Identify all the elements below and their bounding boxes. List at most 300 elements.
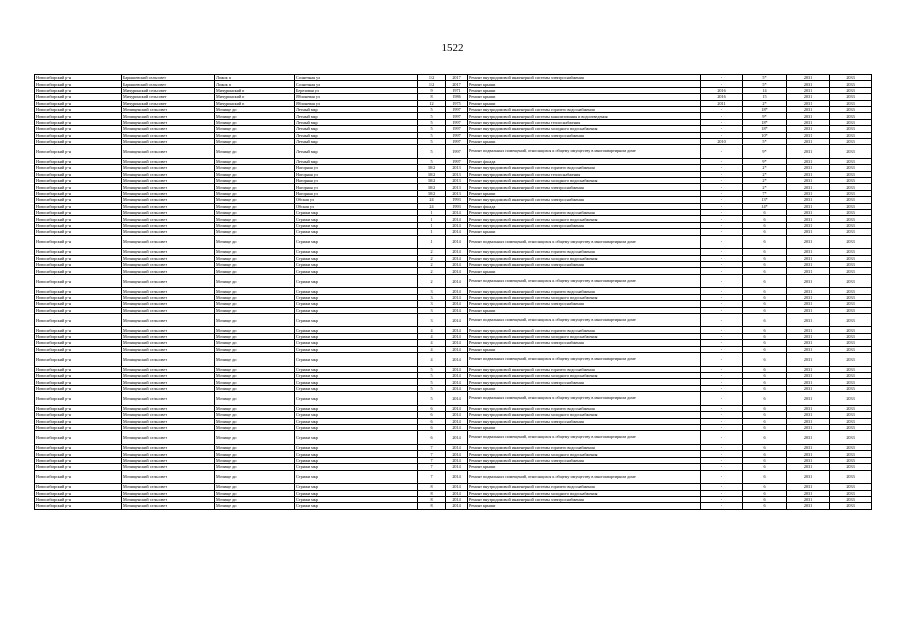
cell-district: Новосибирский р-н xyxy=(35,171,122,177)
cell-last-repair-year: - xyxy=(701,490,743,496)
cell-plan-end-year: 2033 xyxy=(830,288,872,294)
cell-house-number: 6 xyxy=(418,431,446,445)
cell-locality: Мочище дп xyxy=(215,184,295,190)
cell-street: Нагорная ул xyxy=(295,165,418,171)
cell-service-life: 6 xyxy=(743,327,787,333)
cell-plan-end-year: 2033 xyxy=(830,190,872,196)
cell-house-number: 5 xyxy=(418,385,446,391)
cell-street: Стрижи мкр xyxy=(295,210,418,216)
cell-work-type: Ремонт внутридомовой инженерной системы теплоснабжения xyxy=(468,171,701,177)
cell-plan-end-year: 2033 xyxy=(830,333,872,339)
cell-last-repair-year: - xyxy=(701,431,743,445)
cell-locality: Мочище дп xyxy=(215,165,295,171)
cell-build-year: 1993 xyxy=(446,203,468,209)
cell-district: Новосибирский р-н xyxy=(35,255,122,261)
cell-house-number: 4 xyxy=(418,340,446,346)
cell-house-number: 6 xyxy=(418,424,446,430)
cell-last-repair-year: - xyxy=(701,470,743,484)
cell-service-life: 6 xyxy=(743,216,787,222)
cell-build-year: 1997 xyxy=(446,132,468,138)
cell-street: Солнечная ул xyxy=(295,75,418,81)
cell-work-type: Ремонт внутридомовой инженерной системы холодного водоснабжения xyxy=(468,333,701,339)
cell-last-repair-year: - xyxy=(701,457,743,463)
cell-district: Новосибирский р-н xyxy=(35,87,122,93)
cell-work-type: Ремонт внутридомовой инженерной системы теплоснабжения xyxy=(468,119,701,125)
cell-last-repair-year: - xyxy=(701,197,743,203)
cell-district: Новосибирский р-н xyxy=(35,496,122,502)
cell-settlement: Мочищенский сельсовет xyxy=(122,301,215,307)
cell-district: Новосибирский р-н xyxy=(35,288,122,294)
cell-plan-start-year: 2031 xyxy=(787,418,830,424)
cell-last-repair-year: - xyxy=(701,412,743,418)
cell-house-number: 3 xyxy=(418,288,446,294)
cell-street: Солнечная ул xyxy=(295,81,418,87)
cell-house-number: 5 xyxy=(418,106,446,112)
cell-plan-end-year: 2033 xyxy=(830,222,872,228)
cell-work-type: Ремонт крыши xyxy=(468,346,701,352)
cell-district: Новосибирский р-н xyxy=(35,405,122,411)
cell-district: Новосибирский р-н xyxy=(35,333,122,339)
cell-house-number: 2 xyxy=(418,255,446,261)
cell-locality: Мочище дп xyxy=(215,353,295,367)
cell-district: Новосибирский р-н xyxy=(35,235,122,249)
cell-plan-start-year: 2031 xyxy=(787,255,830,261)
cell-service-life: 6 xyxy=(743,307,787,313)
cell-last-repair-year: - xyxy=(701,346,743,352)
cell-district: Новосибирский р-н xyxy=(35,464,122,470)
cell-build-year: 2014 xyxy=(446,451,468,457)
cell-house-number: 5 xyxy=(418,158,446,164)
cell-service-life: 14* xyxy=(743,203,787,209)
cell-build-year: 2014 xyxy=(446,274,468,288)
cell-work-type: Ремонт внутридомовой инженерной системы холодного водоснабжения xyxy=(468,216,701,222)
cell-plan-start-year: 2031 xyxy=(787,100,830,106)
cell-plan-start-year: 2031 xyxy=(787,457,830,463)
cell-last-repair-year: - xyxy=(701,301,743,307)
cell-plan-end-year: 2033 xyxy=(830,268,872,274)
cell-plan-end-year: 2033 xyxy=(830,138,872,144)
cell-last-repair-year: - xyxy=(701,229,743,235)
cell-street: Стрижи мкр xyxy=(295,405,418,411)
cell-last-repair-year: - xyxy=(701,184,743,190)
cell-service-life: 6 xyxy=(743,235,787,249)
cell-build-year: 2014 xyxy=(446,373,468,379)
cell-last-repair-year: - xyxy=(701,126,743,132)
cell-locality: Ложок п xyxy=(215,81,295,87)
cell-service-life: 2* xyxy=(743,165,787,171)
cell-locality: Мочище дп xyxy=(215,145,295,159)
cell-work-type: Ремонт подвальных помещений, относящихся к общему имуществу в многоквартирном доме xyxy=(468,313,701,327)
cell-district: Новосибирский р-н xyxy=(35,222,122,228)
cell-house-number: 4 xyxy=(418,327,446,333)
cell-service-life: 6 xyxy=(743,346,787,352)
cell-settlement: Мочищенский сельсовет xyxy=(122,379,215,385)
cell-district: Новосибирский р-н xyxy=(35,490,122,496)
cell-work-type: Ремонт крыши xyxy=(468,424,701,430)
cell-service-life: 18* xyxy=(743,106,787,112)
cell-service-life: 6 xyxy=(743,353,787,367)
cell-house-number: 1 xyxy=(418,216,446,222)
cell-work-type: Ремонт подвальных помещений, относящихся к общему имуществу в многоквартирном доме xyxy=(468,392,701,406)
cell-street: Стрижи мкр xyxy=(295,255,418,261)
table-body xyxy=(35,75,872,510)
cell-last-repair-year: - xyxy=(701,451,743,457)
cell-district: Новосибирский р-н xyxy=(35,274,122,288)
cell-locality: Мочище дп xyxy=(215,424,295,430)
cell-work-type: Ремонт внутридомовой инженерной системы горячего водоснабжения xyxy=(468,210,701,216)
cell-locality: Мочище дп xyxy=(215,119,295,125)
cell-district: Новосибирский р-н xyxy=(35,424,122,430)
cell-build-year: 1997 xyxy=(446,145,468,159)
cell-street: Нагорная ул xyxy=(295,171,418,177)
cell-locality: Мочище дп xyxy=(215,255,295,261)
cell-plan-end-year: 2033 xyxy=(830,484,872,490)
cell-service-life: 6 xyxy=(743,405,787,411)
cell-build-year: 2014 xyxy=(446,353,468,367)
cell-locality: Мочище дп xyxy=(215,444,295,450)
cell-district: Новосибирский р-н xyxy=(35,216,122,222)
cell-build-year: 1997 xyxy=(446,106,468,112)
cell-work-type: Ремонт подвальных помещений, относящихся к общему имуществу в многоквартирном доме xyxy=(468,470,701,484)
cell-locality: Мочище дп xyxy=(215,288,295,294)
cell-build-year: 2014 xyxy=(446,216,468,222)
cell-build-year: 2014 xyxy=(446,261,468,267)
cell-service-life: 6 xyxy=(743,222,787,228)
cell-plan-start-year: 2031 xyxy=(787,171,830,177)
cell-district: Новосибирский р-н xyxy=(35,353,122,367)
cell-build-year: 2014 xyxy=(446,222,468,228)
cell-street: Стрижи мкр xyxy=(295,451,418,457)
cell-house-number: 8 xyxy=(418,503,446,509)
cell-plan-start-year: 2031 xyxy=(787,216,830,222)
cell-last-repair-year: - xyxy=(701,464,743,470)
cell-last-repair-year: - xyxy=(701,249,743,255)
cell-settlement: Мочищенский сельсовет xyxy=(122,138,215,144)
cell-work-type: Ремонт внутридомовой инженерной системы горячего водоснабжения xyxy=(468,484,701,490)
cell-last-repair-year: - xyxy=(701,171,743,177)
cell-settlement: Мочищенский сельсовет xyxy=(122,412,215,418)
cell-plan-end-year: 2033 xyxy=(830,113,872,119)
cell-district: Новосибирский р-н xyxy=(35,313,122,327)
cell-plan-start-year: 2031 xyxy=(787,294,830,300)
cell-service-life: 6 xyxy=(743,379,787,385)
cell-street: Березовая ул xyxy=(295,87,418,93)
cell-district: Новосибирский р-н xyxy=(35,229,122,235)
cell-plan-end-year: 2033 xyxy=(830,119,872,125)
cell-plan-start-year: 2031 xyxy=(787,274,830,288)
cell-service-life: 9* xyxy=(743,145,787,159)
cell-district: Новосибирский р-н xyxy=(35,190,122,196)
cell-district: Новосибирский р-н xyxy=(35,327,122,333)
cell-settlement: Мочищенский сельсовет xyxy=(122,268,215,274)
cell-locality: Мочище дп xyxy=(215,373,295,379)
cell-settlement: Мочищенский сельсовет xyxy=(122,424,215,430)
table-row xyxy=(35,503,872,509)
cell-locality: Мочище дп xyxy=(215,132,295,138)
cell-last-repair-year: - xyxy=(701,503,743,509)
cell-plan-start-year: 2031 xyxy=(787,451,830,457)
cell-plan-start-year: 2031 xyxy=(787,229,830,235)
cell-last-repair-year: - xyxy=(701,288,743,294)
cell-plan-start-year: 2031 xyxy=(787,119,830,125)
cell-street: Стрижи мкр xyxy=(295,484,418,490)
cell-district: Новосибирский р-н xyxy=(35,210,122,216)
cell-street: Летный мкр xyxy=(295,119,418,125)
cell-house-number: 30/2 xyxy=(418,171,446,177)
cell-house-number: 4 xyxy=(418,333,446,339)
cell-settlement: Мочищенский сельсовет xyxy=(122,346,215,352)
cell-settlement: Мочищенский сельсовет xyxy=(122,470,215,484)
cell-district: Новосибирский р-н xyxy=(35,470,122,484)
cell-work-type: Ремонт внутридомовой инженерной системы электроснабжения xyxy=(468,301,701,307)
cell-street: Стрижи мкр xyxy=(295,313,418,327)
cell-plan-start-year: 2031 xyxy=(787,301,830,307)
cell-plan-end-year: 2033 xyxy=(830,203,872,209)
cell-street: Нагорная ул xyxy=(295,190,418,196)
table-row xyxy=(35,392,872,406)
cell-work-type: Ремонт внутридомовой инженерной системы горячего водоснабжения xyxy=(468,444,701,450)
cell-plan-end-year: 2033 xyxy=(830,307,872,313)
cell-street: Стрижи мкр xyxy=(295,457,418,463)
cell-street: Летный мкр xyxy=(295,138,418,144)
cell-street: Стрижи мкр xyxy=(295,353,418,367)
cell-street: Стрижи мкр xyxy=(295,327,418,333)
cell-service-life: 14 xyxy=(743,87,787,93)
cell-settlement: Мочищенский сельсовет xyxy=(122,229,215,235)
cell-build-year: 2014 xyxy=(446,288,468,294)
cell-service-life: 2* xyxy=(743,171,787,177)
cell-locality: Мочище дп xyxy=(215,490,295,496)
cell-locality: Мочище дп xyxy=(215,346,295,352)
cell-service-life: 6 xyxy=(743,210,787,216)
cell-district: Новосибирский р-н xyxy=(35,197,122,203)
cell-plan-start-year: 2031 xyxy=(787,138,830,144)
cell-locality: Ложок п xyxy=(215,75,295,81)
cell-work-type: Ремонт внутридомовой инженерной системы холодного водоснабжения xyxy=(468,126,701,132)
cell-plan-end-year: 2033 xyxy=(830,197,872,203)
cell-street: Стрижи мкр xyxy=(295,503,418,509)
cell-work-type: Ремонт крыши xyxy=(468,87,701,93)
cell-settlement: Мочищенский сельсовет xyxy=(122,444,215,450)
cell-locality: Мочище дп xyxy=(215,222,295,228)
cell-locality: Мочище дп xyxy=(215,385,295,391)
cell-plan-start-year: 2031 xyxy=(787,424,830,430)
cell-service-life: 6 xyxy=(743,249,787,255)
cell-settlement: Мочищенский сельсовет xyxy=(122,235,215,249)
cell-last-repair-year: - xyxy=(701,268,743,274)
cell-plan-end-year: 2033 xyxy=(830,313,872,327)
cell-district: Новосибирский р-н xyxy=(35,100,122,106)
table-row xyxy=(35,145,872,159)
cell-last-repair-year: - xyxy=(701,145,743,159)
cell-settlement: Мичуринский сельсовет xyxy=(122,100,215,106)
cell-house-number: 4 xyxy=(418,353,446,367)
cell-street: Стрижи мкр xyxy=(295,340,418,346)
cell-district: Новосибирский р-н xyxy=(35,412,122,418)
cell-district: Новосибирский р-н xyxy=(35,178,122,184)
cell-locality: Мичуринский п xyxy=(215,94,295,100)
cell-plan-end-year: 2033 xyxy=(830,490,872,496)
cell-plan-start-year: 2031 xyxy=(787,327,830,333)
cell-locality: Мочище дп xyxy=(215,190,295,196)
cell-locality: Мочище дп xyxy=(215,261,295,267)
cell-plan-end-year: 2033 xyxy=(830,216,872,222)
cell-work-type: Ремонт внутридомовой инженерной системы электроснабжения xyxy=(468,340,701,346)
cell-house-number: 7 xyxy=(418,451,446,457)
cell-plan-start-year: 2031 xyxy=(787,126,830,132)
cell-locality: Мочище дп xyxy=(215,229,295,235)
cell-last-repair-year: - xyxy=(701,333,743,339)
cell-plan-end-year: 2033 xyxy=(830,464,872,470)
cell-work-type: Ремонт крыши xyxy=(468,385,701,391)
cell-plan-start-year: 2031 xyxy=(787,366,830,372)
cell-last-repair-year: - xyxy=(701,222,743,228)
cell-service-life: 6 xyxy=(743,261,787,267)
cell-plan-end-year: 2033 xyxy=(830,274,872,288)
cell-settlement: Мочищенский сельсовет xyxy=(122,490,215,496)
cell-district: Новосибирский р-н xyxy=(35,346,122,352)
cell-settlement: Мочищенский сельсовет xyxy=(122,385,215,391)
cell-work-type: Ремонт крыши xyxy=(468,100,701,106)
cell-plan-start-year: 2031 xyxy=(787,184,830,190)
cell-build-year: 2014 xyxy=(446,464,468,470)
cell-last-repair-year: - xyxy=(701,307,743,313)
cell-settlement: Мочищенский сельсовет xyxy=(122,132,215,138)
cell-plan-end-year: 2033 xyxy=(830,353,872,367)
cell-settlement: Мочищенский сельсовет xyxy=(122,249,215,255)
cell-street: Стрижи мкр xyxy=(295,366,418,372)
cell-plan-start-year: 2031 xyxy=(787,470,830,484)
cell-district: Новосибирский р-н xyxy=(35,145,122,159)
cell-last-repair-year: - xyxy=(701,235,743,249)
cell-plan-end-year: 2033 xyxy=(830,87,872,93)
cell-work-type: Ремонт внутридомовой инженерной системы электроснабжения xyxy=(468,222,701,228)
cell-work-type: Ремонт крыши xyxy=(468,229,701,235)
cell-last-repair-year: - xyxy=(701,132,743,138)
cell-work-type: Ремонт внутридомовой инженерной системы холодного водоснабжения xyxy=(468,451,701,457)
cell-locality: Мочище дп xyxy=(215,451,295,457)
cell-house-number: 30/2 xyxy=(418,165,446,171)
cell-house-number: 5 xyxy=(418,392,446,406)
cell-work-type: Ремонт крыши xyxy=(468,81,701,87)
cell-district: Новосибирский р-н xyxy=(35,366,122,372)
cell-build-year: 2014 xyxy=(446,412,468,418)
cell-work-type: Ремонт внутридомовой инженерной системы горячего водоснабжения xyxy=(468,288,701,294)
cell-house-number: 8 xyxy=(418,496,446,502)
cell-street: Стрижи мкр xyxy=(295,261,418,267)
cell-service-life: 6 xyxy=(743,490,787,496)
cell-plan-start-year: 2031 xyxy=(787,288,830,294)
cell-work-type: Ремонт внутридомовой инженерной системы электроснабжения xyxy=(468,379,701,385)
cell-plan-start-year: 2031 xyxy=(787,353,830,367)
cell-work-type: Ремонт крыши xyxy=(468,138,701,144)
cell-last-repair-year: - xyxy=(701,106,743,112)
cell-plan-start-year: 2031 xyxy=(787,444,830,450)
cell-locality: Мичуринский п xyxy=(215,87,295,93)
cell-plan-end-year: 2033 xyxy=(830,261,872,267)
cell-build-year: 2014 xyxy=(446,392,468,406)
cell-street: Стрижи мкр xyxy=(295,412,418,418)
cell-locality: Мочище дп xyxy=(215,431,295,445)
cell-service-life: 2* xyxy=(743,178,787,184)
cell-service-life: 6 xyxy=(743,294,787,300)
cell-district: Новосибирский р-н xyxy=(35,373,122,379)
cell-house-number: 5 xyxy=(418,373,446,379)
cell-last-repair-year: - xyxy=(701,255,743,261)
cell-plan-start-year: 2031 xyxy=(787,249,830,255)
cell-settlement: Мочищенский сельсовет xyxy=(122,171,215,177)
cell-locality: Мочище дп xyxy=(215,178,295,184)
cell-build-year: 2014 xyxy=(446,405,468,411)
cell-last-repair-year: - xyxy=(701,81,743,87)
cell-district: Новосибирский р-н xyxy=(35,165,122,171)
cell-locality: Мочище дп xyxy=(215,171,295,177)
cell-settlement: Мочищенский сельсовет xyxy=(122,126,215,132)
cell-settlement: Мичуринский сельсовет xyxy=(122,87,215,93)
cell-district: Новосибирский р-н xyxy=(35,106,122,112)
cell-plan-start-year: 2031 xyxy=(787,313,830,327)
cell-locality: Мочище дп xyxy=(215,158,295,164)
cell-plan-start-year: 2031 xyxy=(787,268,830,274)
cell-build-year: 2013 xyxy=(446,171,468,177)
cell-locality: Мочище дп xyxy=(215,470,295,484)
cell-street: Обская ул xyxy=(295,203,418,209)
page-number: 1522 xyxy=(441,42,464,54)
cell-house-number: 7 xyxy=(418,444,446,450)
cell-settlement: Мочищенский сельсовет xyxy=(122,307,215,313)
cell-plan-start-year: 2031 xyxy=(787,145,830,159)
cell-plan-end-year: 2033 xyxy=(830,132,872,138)
table-row xyxy=(35,431,872,445)
cell-plan-start-year: 2031 xyxy=(787,405,830,411)
cell-last-repair-year: - xyxy=(701,294,743,300)
cell-last-repair-year: - xyxy=(701,274,743,288)
cell-work-type: Ремонт внутридомовой инженерной системы электроснабжения xyxy=(468,75,701,81)
cell-last-repair-year: - xyxy=(701,216,743,222)
cell-district: Новосибирский р-н xyxy=(35,418,122,424)
cell-house-number: 24 xyxy=(418,197,446,203)
cell-build-year: 1975 xyxy=(446,100,468,106)
cell-plan-end-year: 2033 xyxy=(830,385,872,391)
cell-settlement: Мочищенский сельсовет xyxy=(122,145,215,159)
cell-street: Стрижи мкр xyxy=(295,385,418,391)
cell-work-type: Ремонт крыши xyxy=(468,94,701,100)
cell-settlement: Барышевский сельсовет xyxy=(122,81,215,87)
cell-service-life: 6 xyxy=(743,464,787,470)
cell-locality: Мочище дп xyxy=(215,235,295,249)
cell-house-number: 7 xyxy=(418,457,446,463)
cell-locality: Мочище дп xyxy=(215,366,295,372)
cell-locality: Мочище дп xyxy=(215,249,295,255)
cell-build-year: 1997 xyxy=(446,126,468,132)
cell-plan-start-year: 2031 xyxy=(787,373,830,379)
cell-last-repair-year: - xyxy=(701,158,743,164)
cell-service-life: 6 xyxy=(743,503,787,509)
cell-last-repair-year: - xyxy=(701,340,743,346)
cell-street: Летный мкр xyxy=(295,126,418,132)
cell-street: Стрижи мкр xyxy=(295,222,418,228)
cell-last-repair-year: - xyxy=(701,261,743,267)
cell-plan-end-year: 2033 xyxy=(830,126,872,132)
cell-build-year: 1997 xyxy=(446,138,468,144)
cell-plan-end-year: 2033 xyxy=(830,100,872,106)
cell-district: Новосибирский р-н xyxy=(35,138,122,144)
cell-house-number: 2 xyxy=(418,249,446,255)
cell-build-year: 1997 xyxy=(446,158,468,164)
cell-street: Летный мкр xyxy=(295,158,418,164)
cell-build-year: 2014 xyxy=(446,327,468,333)
cell-locality: Мочище дп xyxy=(215,106,295,112)
